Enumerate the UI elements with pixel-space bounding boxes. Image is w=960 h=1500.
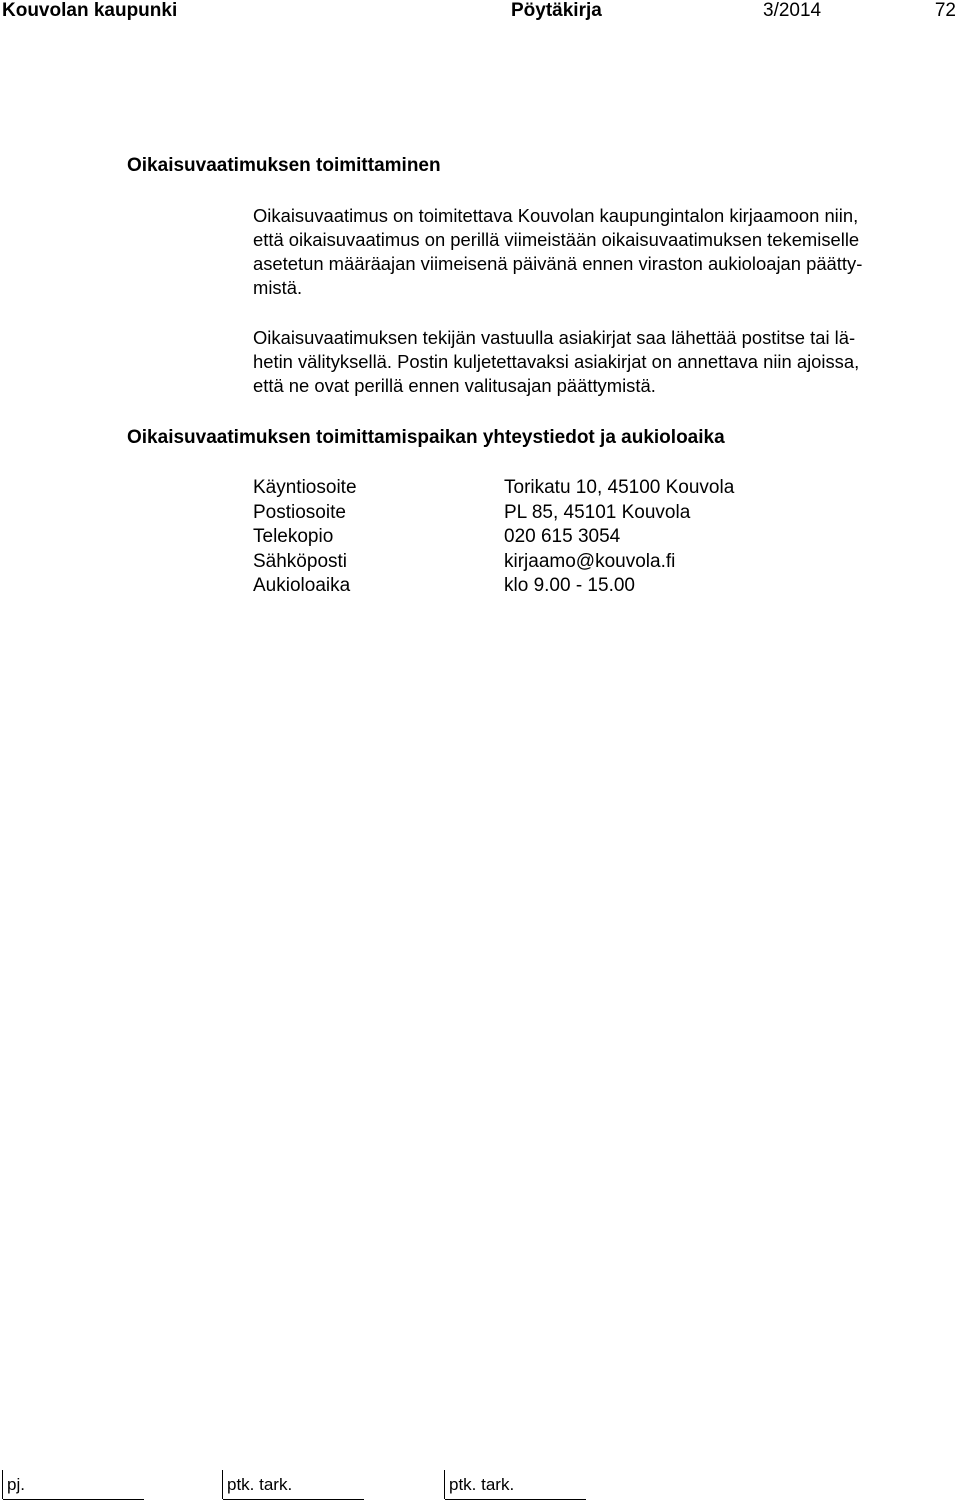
section-heading-contact-info: Oikaisuvaatimuksen toimittamispaikan yhteystiedot ja aukioloaika [127, 427, 725, 448]
section-heading-submission: Oikaisuvaatimuksen toimittaminen [127, 155, 441, 176]
contact-value: 020 615 3054 [504, 526, 621, 547]
paragraph-submission-deadline [253, 204, 953, 300]
header-document-type: Pöytäkirja [511, 0, 602, 21]
paragraph-line: asetetun määräajan viimeisenä päivänä ennen viraston aukioloajan päätty- [253, 253, 863, 274]
contact-value: klo 9.00 - 15.00 [504, 575, 635, 596]
signature-divider [222, 1470, 223, 1499]
paragraph-line: että oikaisuvaatimus on perillä viimeistään oikaisuvaatimuksen tekemiselle [253, 229, 860, 250]
signature-divider [444, 1470, 445, 1499]
contact-value: Torikatu 10, 45100 Kouvola [504, 477, 735, 498]
contact-label: Aukioloaika [253, 575, 351, 596]
paragraph-line: Oikaisuvaatimus on toimitettava Kouvolan kaupungintalon kirjaamoon niin, [253, 205, 859, 226]
paragraph-line: Oikaisuvaatimuksen tekijän vastuulla asiakirjat saa lähettää postitse tai lä- [253, 327, 856, 348]
signature-label: ptk. tark. [449, 1475, 515, 1494]
contact-label: Sähköposti [253, 550, 348, 572]
paragraph-line: mistä. [253, 277, 303, 298]
signature-label: pj. [7, 1475, 25, 1494]
header-page-number: 72 [934, 0, 956, 21]
signature-divider [2, 1470, 3, 1499]
paragraph-line: hetin välityksellä. Postin kuljetettavaksi asiakirjat on annettava niin ajoissa, [253, 351, 860, 372]
signature-label: ptk. tark. [227, 1475, 293, 1494]
contact-label: Käyntiosoite [253, 477, 357, 498]
contact-label: Postiosoite [253, 501, 346, 523]
contact-value: PL 85, 45101 Kouvola [504, 501, 691, 523]
contact-value: kirjaamo@kouvola.fi [504, 550, 676, 572]
paragraph-line: että ne ovat perillä ennen valitusajan päättymistä. [253, 375, 656, 396]
header-meeting-number: 3/2014 [763, 0, 822, 21]
header-organization: Kouvolan kaupunki [2, 0, 178, 21]
contact-label: Telekopio [253, 526, 334, 547]
paragraph-submitter-responsibility [253, 326, 953, 398]
